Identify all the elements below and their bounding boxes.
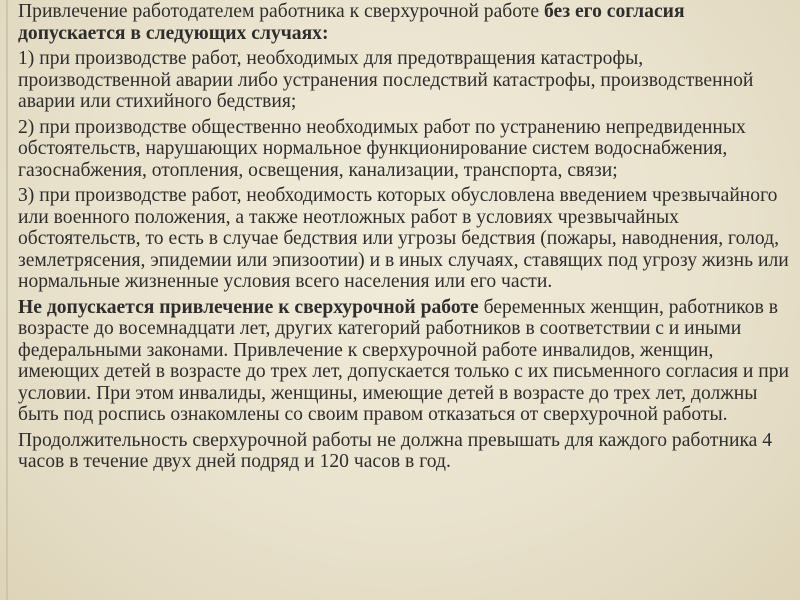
paragraph-duration: [18, 430, 790, 473]
case-1-text: 1) при производстве работ, необходимых для предотвращения катастрофы, производственной аварии либо устранения последствий катастрофы, производственной аварии или стихийного бедствия;: [18, 48, 754, 112]
frame-line: [6, 0, 8, 600]
paragraph-case-2: [18, 117, 790, 182]
prohibition-rest-text: беременных женщин, работников в возрасте до восемнадцати лет, других категорий работников в соответствии с и иными федеральными законами. Привлечение к сверхурочной работе инвалидов, женщин, имеющих детей в возрасте до трех лет, допускается только с их письменного согласия и при условии. При этом инвалиды, женщины, имеющие детей в возрасте до трех лет, должны быть под роспись ознакомлены со своим правом отказаться от сверхурочной работы.: [18, 296, 789, 425]
intro-text: Привлечение работодателем работника к сверхурочной работе: [18, 1, 544, 22]
case-3-text: 3) при производстве работ, необходимость которых обусловлена введением чрезвычайного или военного положения, а также неотложных работ в условиях чрезвычайных обстоятельств, то есть в случае бедствия или угрозы бедствия (пожары, наводнения, голод, землетрясения, эпидемии или эпизоотии) и в иных случаях, ставящих под угрозу жизнь или нормальные жизненные условия всего населения или его части.: [18, 185, 789, 292]
slide-text: [18, 0, 790, 477]
paragraph-prohibition: [18, 297, 790, 426]
paragraph-case-1: [18, 48, 790, 113]
prohibition-bold-text: Не допускается привлечение к сверхурочной работе: [18, 296, 479, 318]
case-2-text: 2) при производстве общественно необходимых работ по устранению непредвиденных обстоятельств, нарушающих нормальное функционирование систем водоснабжения, газоснабжения, отопления, освещения, канализации, транспорта, связи;: [18, 116, 746, 181]
paragraph-case-3: [18, 185, 790, 293]
paragraph-intro: [18, 1, 790, 44]
intro-bold-text: без его согласия допускается в следующих случаях:: [18, 1, 685, 44]
duration-text: Продолжительность сверхурочной работы не должна превышать для каждого работника 4 часов в течение двух дней подряд и 120 часов в год.: [18, 429, 773, 472]
